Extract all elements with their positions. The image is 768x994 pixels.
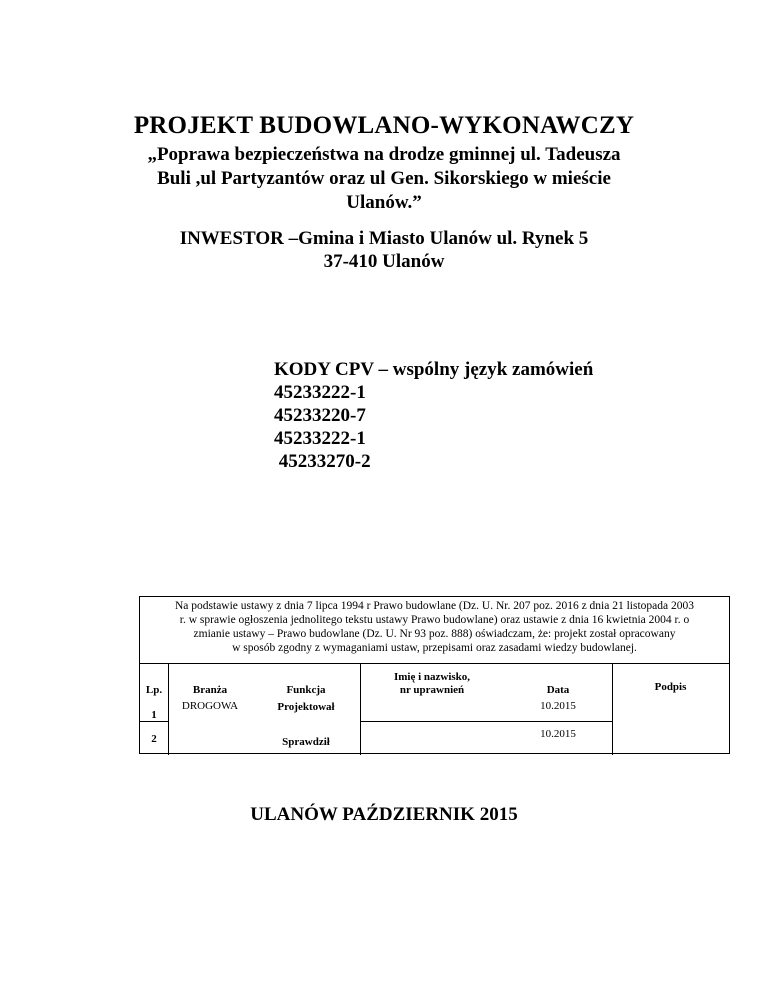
header-imie-line: Imię i nazwisko, [393, 671, 471, 683]
statement-line: zmianie ustawy – Prawo budowlane (Dz. U. Nr 93 poz. 888) oświadczam, że: projekt został opracowany [193, 628, 676, 640]
legal-statement [140, 599, 729, 655]
subtitle-line: „Poprawa bezpieczeństwa na drodze gminnej ul. Tadeusza [147, 144, 621, 165]
place-date-footer: ULANÓW PAŹDZIERNIK 2015 [250, 804, 518, 825]
subtitle-line: Buli ,ul Partyzantów oraz ul Gen. Sikorskiego w mieście [157, 168, 611, 189]
signature-table [139, 596, 730, 754]
header-data: Data [546, 684, 570, 696]
cpv-code: 45233222-1 [274, 428, 366, 449]
header-funkcja: Funkcja [286, 684, 326, 696]
investor-line: INWESTOR –Gmina i Miasto Ulanów ul. Rynek 5 [179, 228, 589, 249]
statement-line: w sposób zgodny z wymaganiami ustaw, przepisami oraz zasadami wiedzy budowlanej. [232, 642, 637, 654]
table-divider [140, 663, 729, 664]
statement-line: r. w sprawie ogłoszenia jednolitego tekstu ustawy Prawo budowlane) oraz ustawie z dnia 16 kwietnia 2004 r. o [179, 614, 690, 626]
cpv-code: 45233220-7 [274, 405, 366, 426]
row-1-lp: 1 [151, 709, 157, 721]
table-divider [612, 663, 613, 755]
project-subtitle [120, 143, 648, 215]
document-title: PROJEKT BUDOWLANO-WYKONAWCZY [133, 112, 635, 139]
subtitle-line: Ulanów.” [346, 192, 422, 213]
row-1-funkcja: Projektował [277, 701, 335, 713]
header-imie-line: nr uprawnień [399, 684, 465, 696]
statement-line: Na podstawie ustawy z dnia 7 lipca 1994 r Prawo budowlane (Dz. U. Nr. 207 poz. 2016 z dnia 21 listopada 2003 [175, 600, 694, 612]
header-branza: Branża [192, 684, 228, 696]
table-divider [140, 721, 168, 722]
cpv-codes-block [274, 358, 593, 473]
branza-value: DROGOWA [181, 700, 239, 712]
row-2-lp: 2 [151, 733, 157, 745]
header-imie [360, 671, 504, 697]
cpv-code: 45233222-1 [274, 382, 366, 403]
header-lp: Lp. [145, 684, 163, 696]
row-1-data: 10.2015 [540, 700, 576, 712]
investor-block [0, 227, 768, 273]
row-2-funkcja: Sprawdził [282, 736, 330, 748]
row-2-data: 10.2015 [540, 728, 576, 740]
cpv-code: 45233270-2 [274, 451, 371, 472]
cpv-heading: KODY CPV – wspólny język zamówień [274, 359, 594, 380]
table-divider [360, 721, 612, 722]
investor-address: 37-410 Ulanów [323, 251, 445, 272]
header-podpis: Podpis [654, 681, 687, 693]
